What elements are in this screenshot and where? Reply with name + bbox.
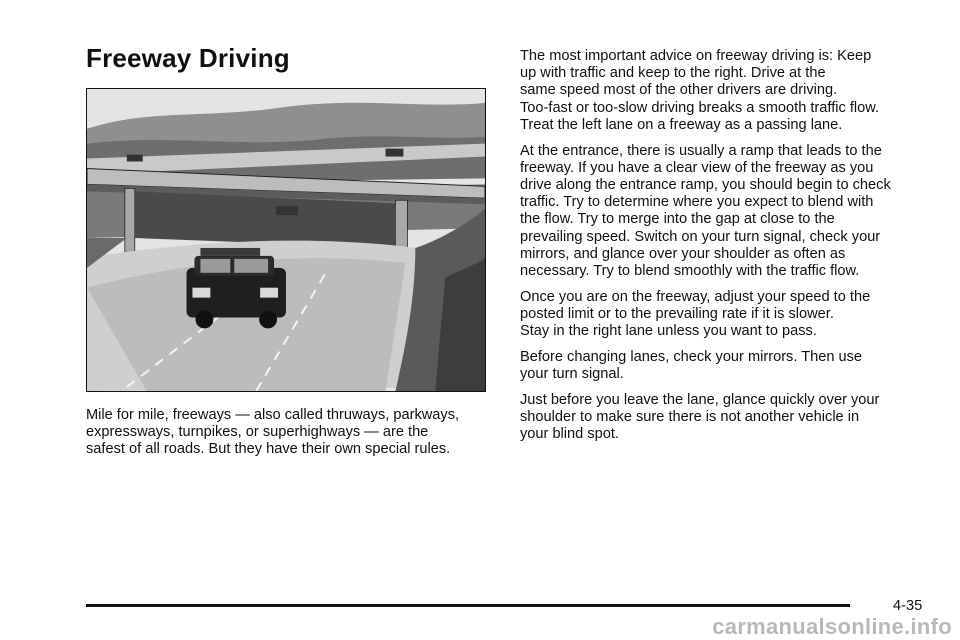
body-column — [520, 48, 930, 452]
paragraph-changing-lanes: Before changing lanes, check your mirrors. Then use your turn signal. — [520, 348, 863, 382]
page-title: Freeway Driving — [86, 43, 290, 73]
paragraph-entrance-ramp: At the entrance, there is usually a ramp that leads to the freeway. If you have a clear view of the freeway as you drive along the entrance ramp, you should begin to check traffic. Try to determine where you expect to blend with the flow. Try to merge into the gap at close to the prevailing speed. Switch on your turn signal, check your mirrors, and glance over your shoulder as often as necessary. Try to blend smoothly with the traffic flow. — [520, 142, 891, 279]
watermark-text: carmanualsonline.info — [712, 614, 952, 639]
freeway-illustration — [86, 88, 486, 392]
paragraph-keep-right: The most important advice on freeway driving is: Keep up with traffic and keep to the right. Drive at the same speed most of the other drivers are driving. Too-fast or too-slow driving breaks a smooth traffic flow. Treat the left lane on a freeway as a passing lane. — [520, 48, 880, 133]
paragraph-on-freeway: Once you are on the freeway, adjust your speed to the posted limit or to the prevailing rate if it is slower. Stay in the right lane unless you want to pass. — [520, 288, 871, 340]
freeway-scene-image — [87, 89, 485, 391]
paragraph-blind-spot: Just before you leave the lane, glance quickly over your shoulder to make sure there is not another vehicle in your blind spot. — [520, 391, 880, 443]
page-number: 4-35 — [893, 598, 923, 614]
footer-rule — [86, 604, 850, 607]
intro-paragraph: Mile for mile, freeways — also called thruways, parkways, expressways, turnpikes, or superhighways — are the safest of all roads. But they have their own special rules. — [86, 407, 460, 458]
